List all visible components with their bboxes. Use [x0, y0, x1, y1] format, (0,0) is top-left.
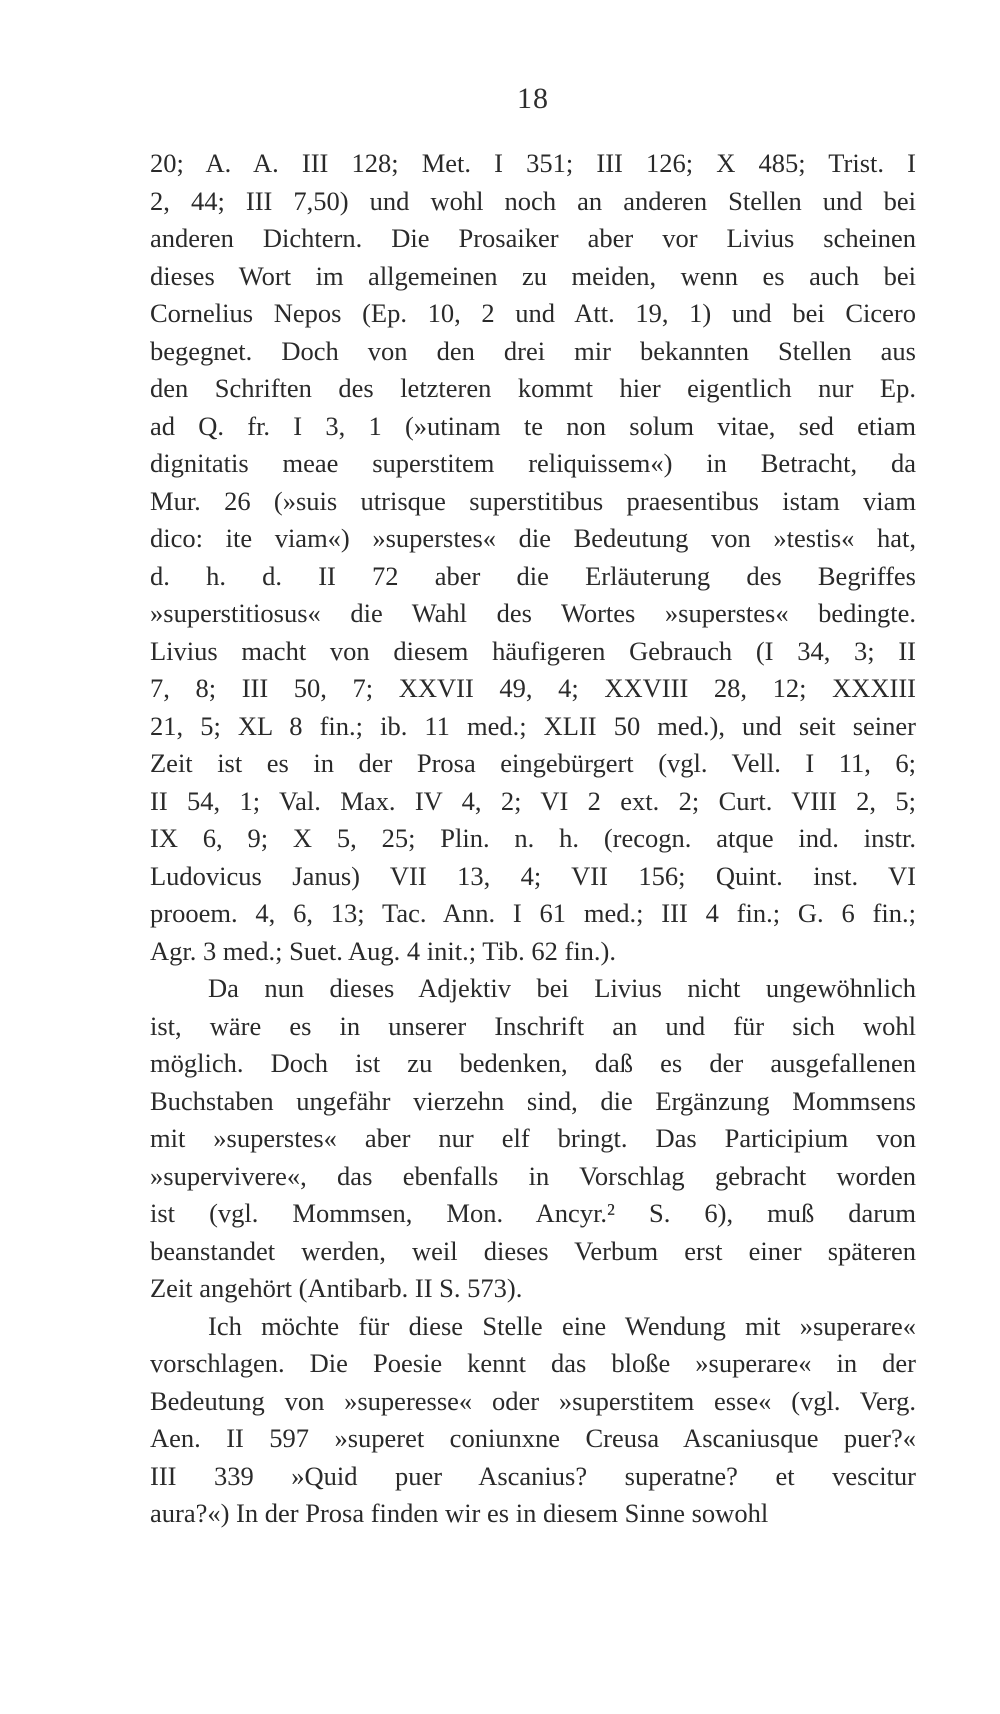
text-line: 20; A. A. III 128; Met. I 351; III 126; X 485; Trist. I [150, 148, 916, 178]
text-line: Da nun dieses Adjektiv bei Livius nicht ungewöhnlich [208, 973, 916, 1003]
text-line: vorschlagen. Die Poesie kennt das bloße »superare« in der [150, 1348, 916, 1378]
text-line: d. h. d. II 72 aber die Erläuterung des Begriffes [150, 560, 916, 591]
text-line: Agr. 3 med.; Suet. Aug. 4 init.; Tib. 62 fin.). [150, 935, 617, 966]
text-line: mit »superstes« aber nur elf bringt. Das Participium von [150, 1123, 916, 1153]
text-line: begegnet. Doch von den drei mir bekannten Stellen aus [150, 335, 916, 366]
text-line: II 54, 1; Val. Max. IV 4, 2; VI 2 ext. 2; Curt. VIII 2, 5; [150, 785, 916, 816]
text-line: möglich. Doch ist zu bedenken, daß es der ausgefallenen [150, 1048, 916, 1078]
text-line: prooem. 4, 6, 13; Tac. Ann. I 61 med.; III 4 fin.; G. 6 fin.; [150, 898, 916, 928]
text-line: ist (vgl. Mommsen, Mon. Ancyr.² S. 6), muß darum [150, 1198, 916, 1228]
text-line: dico: ite viam«) »superstes« die Bedeutung von »testis« hat, [150, 523, 916, 553]
paragraph-3 [150, 1308, 916, 1533]
text-line: Ich möchte für diese Stelle eine Wendung mit »superare« [208, 1310, 916, 1341]
text-line: Bedeutung von »superesse« oder »superstitem esse« (vgl. Verg. [150, 1385, 916, 1416]
text-line: ist, wäre es in unserer Inschrift an und für sich wohl [150, 1010, 916, 1041]
text-line: anderen Dichtern. Die Prosaiker aber vor Livius scheinen [150, 223, 916, 253]
paragraph-2 [150, 970, 916, 1308]
page-number: 18 [517, 82, 549, 115]
text-line: den Schriften des letzteren kommt hier eigentlich nur Ep. [150, 373, 916, 403]
text-line: Mur. 26 (»suis utrisque superstitibus praesentibus istam viam [150, 485, 916, 516]
text-line: IX 6, 9; X 5, 25; Plin. n. h. (recogn. atque ind. instr. [150, 823, 916, 853]
text-line: aura?«) In der Prosa finden wir es in diesem Sinne sowohl [150, 1498, 769, 1528]
text-line: dieses Wort im allgemeinen zu meiden, wenn es auch bei [150, 260, 916, 291]
text-line: dignitatis meae superstitem reliquissem«) in Betracht, da [150, 448, 916, 478]
text-line: Zeit ist es in der Prosa eingebürgert (vgl. Vell. I 11, 6; [150, 748, 916, 778]
text-line: Cornelius Nepos (Ep. 10, 2 und Att. 19, 1) und bei Cicero [150, 298, 916, 328]
text-line: Livius macht von diesem häufigeren Gebrauch (I 34, 3; II [150, 635, 916, 666]
text-line: beanstandet werden, weil dieses Verbum erst einer späteren [150, 1235, 916, 1266]
paragraph-1 [150, 145, 916, 970]
text-line: »superstitiosus« die Wahl des Wortes »superstes« bedingte. [150, 598, 916, 628]
text-line: 21, 5; XL 8 fin.; ib. 11 med.; XLII 50 med.), und seit seiner [150, 710, 916, 741]
text-line: »supervivere«, das ebenfalls in Vorschlag gebracht worden [150, 1160, 916, 1191]
text-line: III 339 »Quid puer Ascanius? superatne? et vescitur [150, 1460, 916, 1491]
text-line: Aen. II 597 »superet coniunxne Creusa Ascaniusque puer?« [150, 1423, 916, 1453]
text-line: ad Q. fr. I 3, 1 (»utinam te non solum vitae, sed etiam [150, 410, 916, 441]
text-line: Buchstaben ungefähr vierzehn sind, die Ergänzung Mommsens [150, 1085, 916, 1116]
text-line: Zeit angehört (Antibarb. II S. 573). [150, 1273, 523, 1303]
text-line: Ludovicus Janus) VII 13, 4; VII 156; Quint. inst. VI [150, 860, 916, 891]
body-text [150, 145, 916, 1533]
text-line: 7, 8; III 50, 7; XXVII 49, 4; XXVIII 28, 12; XXXIII [150, 673, 916, 703]
text-line: 2, 44; III 7,50) und wohl noch an anderen Stellen und bei [150, 185, 916, 216]
